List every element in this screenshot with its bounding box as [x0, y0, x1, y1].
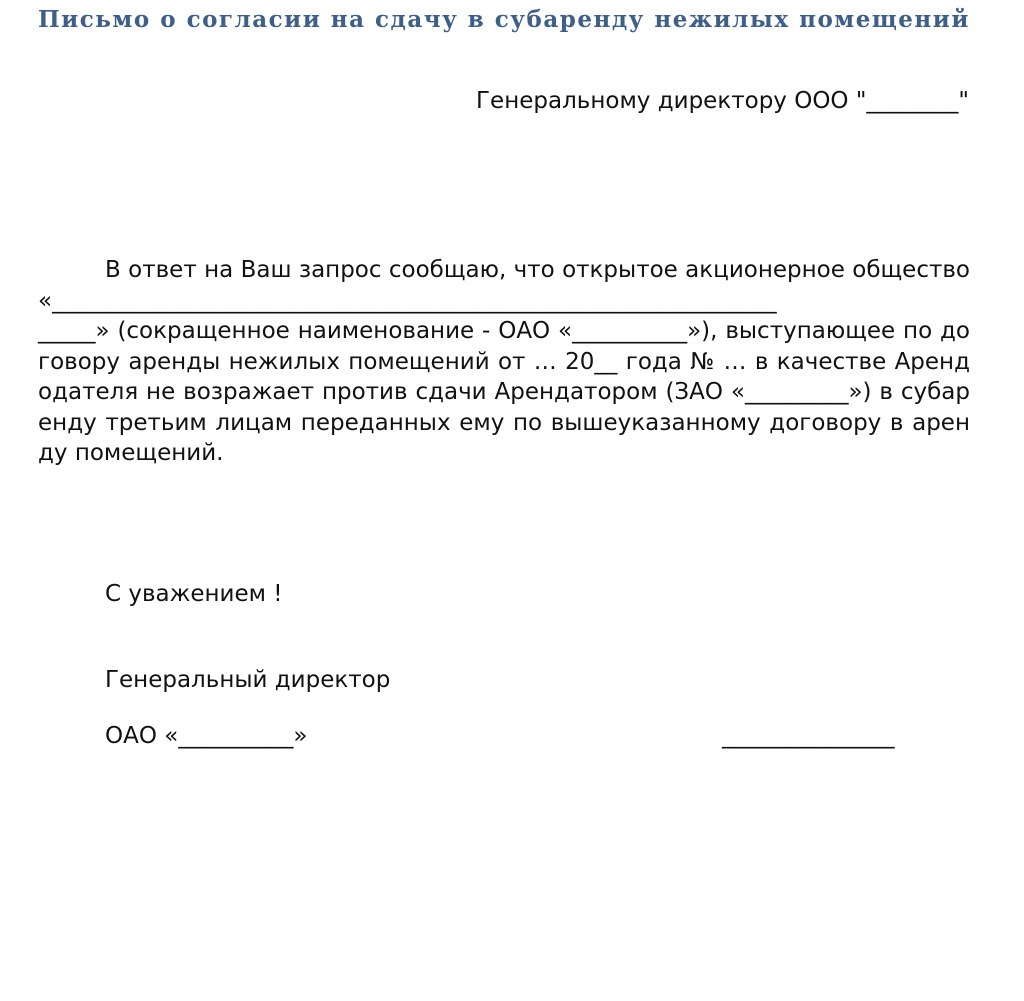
document-title: Письмо о согласии на сдачу в субаренду нежилых помещений	[38, 6, 970, 33]
letter-body-continuation: _____» (сокращенное наименование - ОАО «__________»), выступающее по договору аренды нежилых помещений от … 20__ года № … в качестве Арендодателя не возражает против сдачи Арендатором (ЗАО «_________») в субаренду третьим лицам переданных ему по вышеуказанному договору в аренду помещений.	[38, 318, 970, 466]
signature-blank: _______________	[722, 723, 895, 749]
letter-body-first-part: В ответ на Ваш запрос сообщаю, что открытое акционерное общество «_______________________________________________________________	[38, 257, 970, 314]
signer-position: Генеральный директор	[105, 667, 391, 693]
closing-greeting: С уважением !	[105, 581, 283, 607]
signer-company: ОАО «__________»	[105, 723, 308, 749]
letter-body-paragraph	[38, 255, 970, 469]
addressee-line: Генеральному директору ООО "________"	[476, 88, 969, 114]
